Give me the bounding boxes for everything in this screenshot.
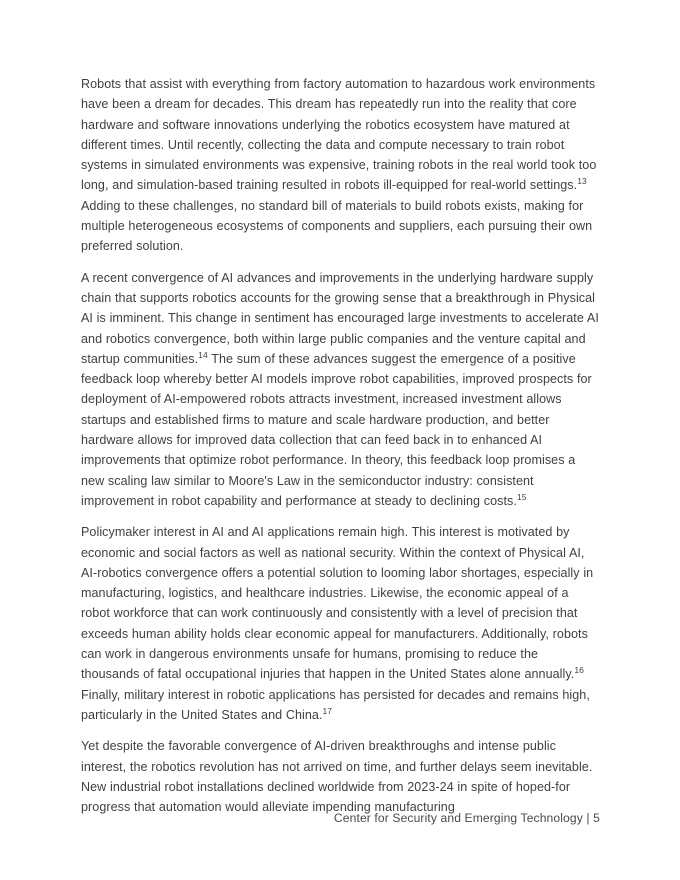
footnote-marker-13[interactable]: 13: [577, 176, 587, 187]
footnote-marker-14[interactable]: 14: [198, 349, 208, 360]
paragraph-3: Policymaker interest in AI and AI applications remain high. This interest is motivated by economic and social factors as well as national security. Within the context of Physical AI, AI-robotics convergence offers a potential solution to looming labor shortages, especially in manufacturing, logistics, and healthcare industries. Likewise, the economic appeal of a robot workforce that can work continuously and consistently with a level of precision that exceeds human ability holds clear economic appeal for manufacturers. Additionally, robots can work in dangerous environments unsafe for humans, promising to reduce the thousands of fatal occupational injuries that happen in the United States alone annually.$^{16}$ Finally, military interest in robotic applications has persisted for decades and remains high, particularly in the United States and China.$^{17}$: [81, 525, 594, 722]
paragraph-4: Yet despite the favorable convergence of AI-driven breakthroughs and intense public interest, the robotics revolution has not arrived on time, and further delays seem inevitable. New industrial robot installations declined worldwide from 2023-24 in spite of hoped-for progress that automation would alleviate impending manufacturing: [81, 739, 593, 815]
page-body-text: [81, 74, 600, 817]
page-footer: Center for Security and Emerging Technology | 5: [333, 811, 600, 825]
footnote-marker-16[interactable]: 16: [574, 665, 584, 676]
footnote-marker-17[interactable]: 17: [322, 705, 333, 716]
paragraph-1: Robots that assist with everything from factory automation to hazardous work environments have been a dream for decades. This dream has repeatedly run into the reality that core hardware and software innovations underlying the robotics ecosystem have matured at different times. Until recently, collecting the data and compute necessary to train robot systems in simulated environments was expensive, training robots in the real world took too long, and simulation-based training resulted in robots ill-equipped for real-world settings.$^{13}$ Adding to these challenges, no standard bill of materials to build robots exists, making for multiple heterogeneous ecosystems of components and suppliers, each pursuing their own preferred solution.: [81, 77, 597, 254]
footnote-marker-15[interactable]: 15: [516, 491, 527, 502]
paragraph-2: A recent convergence of AI advances and improvements in the underlying hardware supply chain that supports robotics accounts for the growing sense that a breakthrough in Physical AI is imminent. This change in sentiment has encouraged large investments to accelerate AI and robotics convergence, both within large public companies and the venture capital and startup communities.$^{14}$ The sum of these advances suggest the emergence of a positive feedback loop whereby better AI models improve robot capabilities, improved prospects for deployment of AI-empowered robots attracts investment, increased investment allows startups and established firms to mature and scale hardware production, and better hardware allows for improved data collection that can feed back in to enhanced AI improvements that optimize robot performance. In theory, this feedback loop promises a new scaling law similar to Moore's Law in the semiconductor industry: consistent improvement in robot capability and performance at steady to declining costs.$^{15}$: [81, 270, 599, 508]
